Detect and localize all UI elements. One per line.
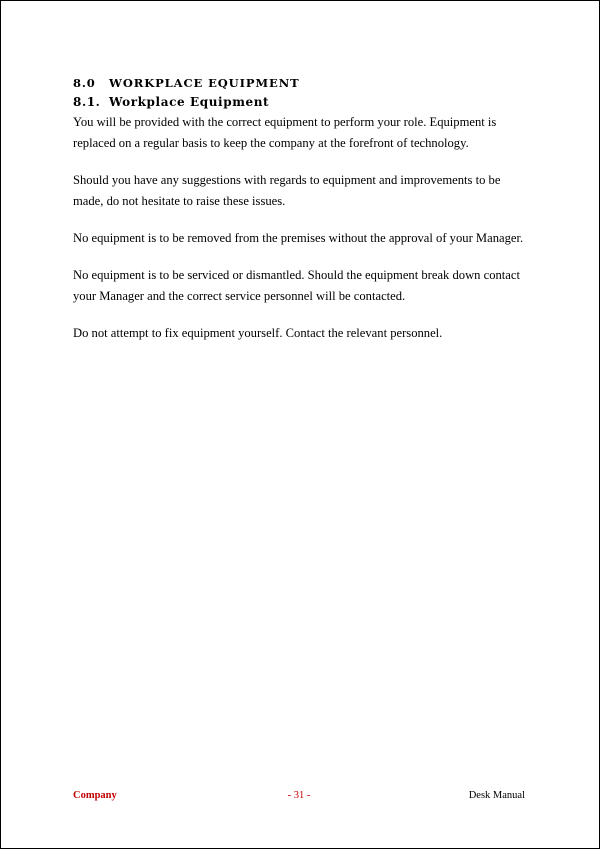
paragraph: You will be provided with the correct equipment to perform your role. Equipment is replaced on a regular basis to keep the company at the forefront of technology.	[73, 115, 497, 150]
paragraph: No equipment is to be removed from the premises without the approval of your Manager.	[73, 231, 524, 245]
section-heading	[73, 74, 533, 93]
subsection-number: 8.1.	[73, 95, 101, 109]
subsection-title: Workplace Equipment	[109, 95, 270, 109]
footer-doc-title: Desk Manual	[468, 790, 525, 801]
paragraph: Should you have any suggestions with regards to equipment and improvements to be made, do not hesitate to raise these issues.	[73, 173, 501, 208]
section-number: 8.0	[73, 76, 96, 90]
paragraph: No equipment is to be serviced or dismantled. Should the equipment break down contact your Manager and the correct service personnel will be contacted.	[73, 268, 520, 303]
section-title: WORKPLACE EQUIPMENT	[109, 76, 300, 90]
page-content	[73, 74, 533, 360]
footer-page-number: - 31 -	[287, 790, 311, 801]
paragraph: Do not attempt to fix equipment yourself. Contact the relevant personnel.	[73, 326, 443, 340]
footer-company: Company	[73, 790, 117, 801]
subsection-heading	[73, 93, 533, 112]
page-footer	[73, 790, 525, 806]
